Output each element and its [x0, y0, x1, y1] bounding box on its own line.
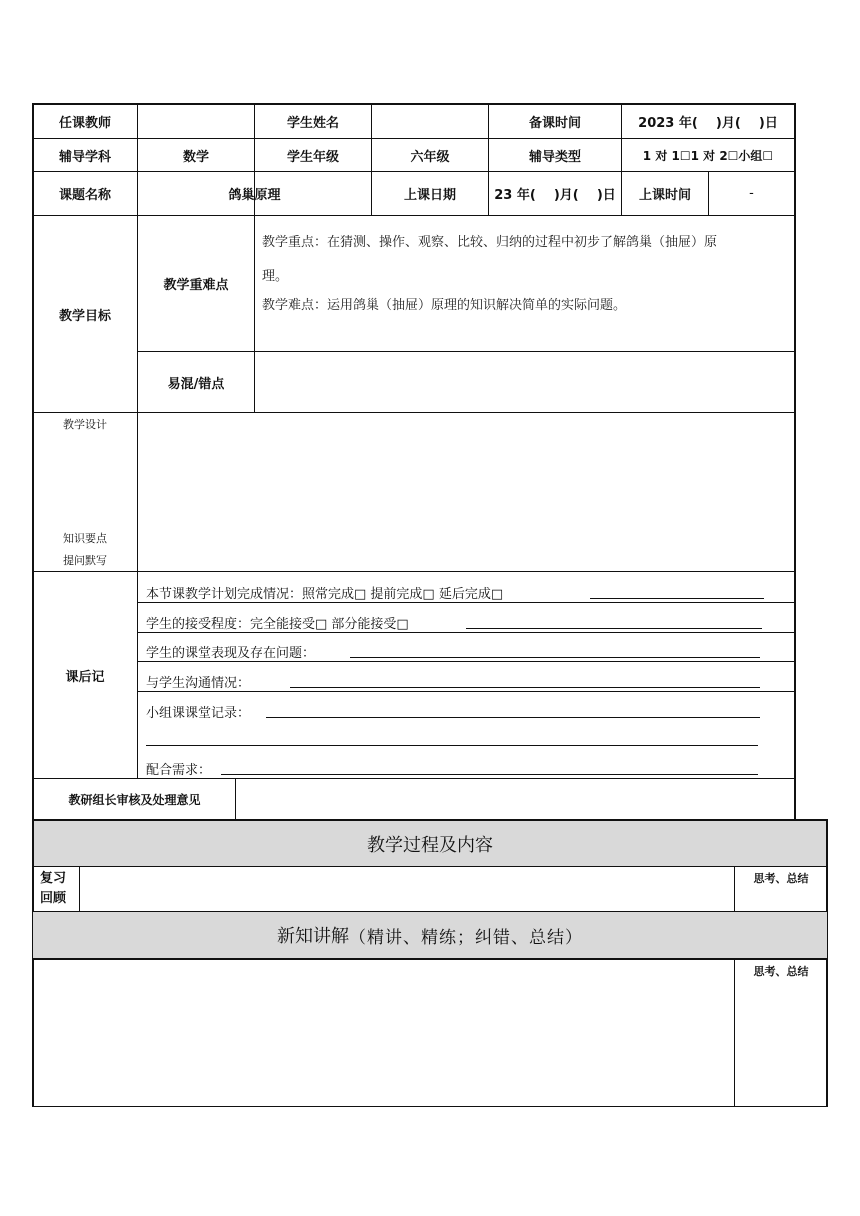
key-point-text-continued: 理。 — [262, 269, 289, 284]
process-col-divider — [734, 959, 735, 1107]
row-divider — [137, 691, 796, 692]
teacher-label: 任课教师 — [58, 115, 111, 131]
difficulty-text: 教学难点：运用鸽巢（抽屉）原理的知识解决简单的实际问题。 — [262, 298, 627, 313]
class-date-value[interactable]: 23 年( )月( )日 — [494, 188, 616, 203]
group-record-line[interactable] — [266, 706, 760, 718]
plan-completion-text: 本节课教学计划完成情况：照常完成□ 提前完成□ 延后完成□ — [146, 587, 504, 602]
review-recall-label-line2: 回顾 — [40, 891, 67, 906]
subject-value: 数学 — [182, 149, 209, 165]
process-title: 教学过程及内容 — [367, 834, 493, 856]
performance-text: 学生的课堂表现及存在问题： — [146, 646, 316, 661]
new-knowledge-content[interactable] — [34, 960, 734, 1106]
group-record-text: 小组课课堂记录： — [146, 706, 251, 721]
acceptance-line[interactable] — [466, 617, 762, 629]
review-label: 教研组长审核及处理意见 — [68, 793, 201, 807]
knowledge-label: 知识要点 — [63, 532, 107, 545]
design-label: 教学设计 — [63, 418, 107, 431]
process-border-bottom — [32, 1106, 828, 1107]
prep-time-label: 备课时间 — [528, 115, 581, 131]
new-knowledge-subtitle: （精讲、精练；纠错、总结） — [349, 927, 583, 948]
process-col-divider — [734, 866, 735, 911]
student-name-label: 学生姓名 — [286, 115, 339, 131]
communication-line[interactable] — [290, 676, 760, 688]
error-points-label: 易混/错点 — [167, 376, 225, 392]
topic-value: 鸽巢原理 — [228, 188, 281, 203]
review-recall-content[interactable] — [80, 867, 734, 911]
dictation-label: 提问默写 — [63, 554, 107, 567]
review-recall-label — [40, 869, 66, 909]
grade-value: 六年级 — [410, 149, 450, 165]
review-content-area[interactable] — [236, 779, 794, 820]
think-summary-label-2: 思考、总结 — [753, 965, 809, 978]
new-knowledge-title: 新知讲解 — [277, 926, 349, 947]
grade-label: 学生年级 — [286, 149, 339, 165]
row-divider — [137, 632, 796, 633]
review-recall-label-line1: 复习 — [40, 871, 67, 886]
class-date-label: 上课日期 — [403, 188, 456, 203]
row-divider — [137, 661, 796, 662]
communication-text: 与学生沟通情况： — [146, 676, 251, 691]
row-divider — [32, 571, 796, 572]
objectives-label: 教学目标 — [58, 308, 111, 324]
row-divider — [137, 602, 796, 603]
after-class-label: 课后记 — [65, 669, 105, 685]
key-points-content — [262, 226, 792, 294]
process-border-top — [32, 819, 828, 821]
design-content-area[interactable] — [138, 413, 794, 571]
tutoring-type-label: 辅导类型 — [528, 149, 581, 165]
process-border-right — [826, 819, 828, 1107]
subject-label: 辅导学科 — [58, 149, 111, 165]
class-time-value[interactable]: - — [749, 186, 754, 201]
class-time-label: 上课时间 — [638, 188, 691, 203]
plan-completion-line[interactable] — [590, 587, 764, 599]
key-point-text: 教学重点：在猜测、操作、观察、比较、归纳的过程中初步了解鸽巢（抽屉）原 — [262, 235, 718, 250]
performance-line[interactable] — [350, 646, 760, 658]
topic-label: 课题名称 — [58, 188, 111, 203]
key-points-label: 教学重难点 — [163, 278, 229, 293]
teacher-value[interactable] — [138, 104, 254, 138]
cooperation-text: 配合需求： — [146, 763, 212, 778]
table-border-right — [794, 103, 796, 820]
tutoring-type-value[interactable]: 1 对 1☐1 对 2☐小组☐ — [642, 148, 774, 163]
acceptance-text: 学生的接受程度：完全能接受□ 部分能接受□ — [146, 617, 409, 632]
prep-time-value[interactable]: 2023 年( )月( )日 — [638, 115, 778, 131]
student-name-value[interactable] — [372, 104, 488, 138]
new-knowledge-heading — [33, 912, 827, 958]
group-record-line-2[interactable] — [146, 734, 758, 746]
think-summary-label: 思考、总结 — [753, 872, 809, 885]
cooperation-line[interactable] — [221, 763, 758, 775]
error-points-value[interactable] — [255, 352, 794, 412]
